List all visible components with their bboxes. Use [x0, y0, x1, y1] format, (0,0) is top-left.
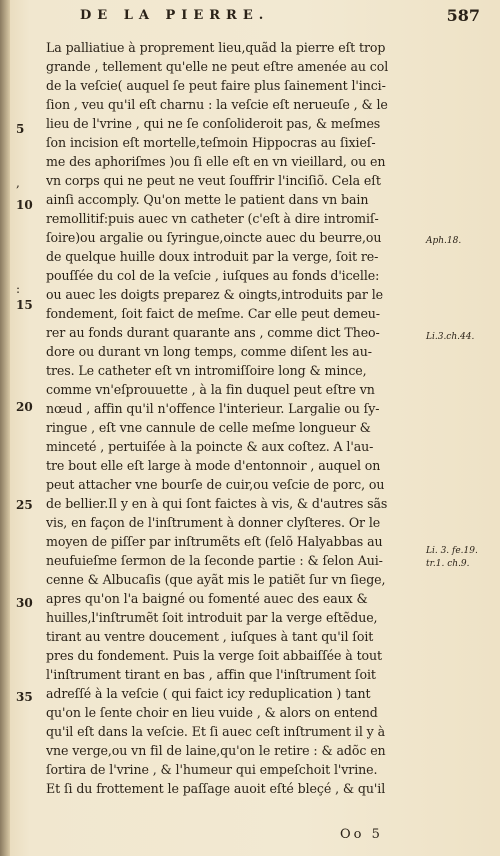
- text-line: de bellier.Il y en à qui ſont faictes à vis, & d'autres sãs: [46, 496, 388, 511]
- text-line: me des aphoriſmes )ou ſi elle eſt en vn vieillard, ou en: [46, 154, 386, 169]
- text-line: moyen de piſſer par inſtrumẽts eſt (ſelõ Halyabbas au: [46, 534, 383, 549]
- text-line: ou auec les doigts preparez & oingts,introduits par le: [46, 287, 383, 302]
- side-note-li-three-fe: Li. 3. fe.19.: [426, 546, 478, 556]
- side-note-tr-one: tr.1. ch.9.: [426, 559, 470, 569]
- side-note-li-three: Li.3.ch.44.: [426, 332, 475, 342]
- text-line: vn corps qui ne peut ne veut ſouffrir l'inciſiõ. Cela eſt: [46, 173, 381, 188]
- text-line: de la veſcie( auquel ſe peut faire plus ſainement l'inci-: [46, 78, 386, 93]
- text-line: Et ſi du frottement le paſſage auoit eſté bleçé , & qu'il: [46, 781, 386, 796]
- text-line: vis, en façon de l'inſtrument à donner clyſteres. Or le: [46, 515, 381, 530]
- signature-mark: Oo 5: [340, 827, 383, 842]
- margin-mark: :: [16, 282, 21, 296]
- text-line: peut attacher vne bourſe de cuir,ou veſcie de porc, ou: [46, 477, 385, 492]
- text-line: neufuieſme ſermon de la ſeconde partie : & ſelon Aui-: [46, 553, 383, 568]
- text-line: grande , tellement qu'elle ne peut eſtre amenée au col: [46, 59, 389, 74]
- line-number: 20: [16, 400, 33, 414]
- text-line: ſoire)ou argalie ou ſyringue,oincte auec du beurre,ou: [46, 230, 382, 245]
- text-line: dore ou durant vn long temps, comme diſent les au-: [46, 344, 372, 359]
- line-number: 5: [16, 122, 25, 136]
- text-line: huilles,l'inſtrumẽt ſoit introduit par la verge eſtẽdue,: [46, 610, 378, 625]
- text-line: ſon incision eſt mortelle,teſmoin Hippocras au ſixieſ-: [46, 135, 376, 150]
- text-line: qu'il eſt dans la veſcie. Et ſi auec ceſt inſtrument il y à: [46, 724, 385, 739]
- text-line: apres qu'on l'a baigné ou fomenté auec des eaux &: [46, 591, 368, 606]
- text-line: cenne & Albucaſis (que ayãt mis le patiẽt ſur vn ſiege,: [46, 572, 386, 587]
- text-line: l'inſtrument tirant en bas , affin que l'inſtrument ſoit: [46, 667, 376, 682]
- text-line: de quelque huille doux introduit par la verge, ſoit re-: [46, 249, 379, 264]
- text-line: lieu de l'vrine , qui ne ſe conſolideroit pas, & meſmes: [46, 116, 381, 131]
- text-line: fondement, ſoit faict de meſme. Car elle peut demeu-: [46, 306, 380, 321]
- text-line: adreſſé à la veſcie ( qui faict icy reduplication ) tant: [46, 686, 371, 701]
- text-line: tre bout elle eſt large à mode d'entonnoir , auquel on: [46, 458, 381, 473]
- text-line: ainſi accomply. Qu'on mette le patient dans vn bain: [46, 192, 369, 207]
- text-line: ringue , eſt vne cannule de celle meſme longueur &: [46, 420, 371, 435]
- book-gutter: [0, 0, 10, 856]
- line-number: 15: [16, 298, 33, 312]
- text-line: tirant au ventre doucement , iuſques à tant qu'il ſoit: [46, 629, 374, 644]
- margin-mark: ,: [16, 176, 20, 190]
- text-line: comme vn'eſprouuette , à la fin duquel peut eſtre vn: [46, 382, 375, 397]
- line-number: 25: [16, 498, 33, 512]
- line-number: 10: [16, 198, 33, 212]
- text-line: pouſſée du col de la veſcie , iuſques au fonds d'icelle:: [46, 268, 380, 283]
- text-line: minceté , pertuiſée à la poincte & aux coſtez. A l'au-: [46, 439, 374, 454]
- text-line: qu'on le ſente choir en lieu vuide , & alors on entend: [46, 705, 378, 720]
- text-line: tres. Le catheter eſt vn intromiſſoire long & mince,: [46, 363, 367, 378]
- text-line: La palliatiue à proprement lieu,quãd la pierre eſt trop: [46, 40, 386, 55]
- text-line: ſion , veu qu'il eſt charnu : la veſcie eſt nerueuſe , & le: [46, 97, 388, 112]
- page-number: 587: [446, 6, 480, 25]
- text-line: vne verge,ou vn fil de laine,qu'on le retire : & adõc en: [46, 743, 386, 758]
- running-title: DE LA PIERRE.: [80, 8, 270, 23]
- page-header: [60, 4, 480, 30]
- text-line: nœud , affin qu'il n'offence l'interieur. Largalie ou ſy-: [46, 401, 380, 416]
- text-line: ſortira de l'vrine , & l'humeur qui empeſchoit l'vrine.: [46, 762, 378, 777]
- side-note-aph: Aph.18.: [426, 236, 462, 246]
- line-number: 30: [16, 596, 33, 610]
- text-line: pres du fondement. Puis la verge ſoit abbaiſſée à tout: [46, 648, 383, 663]
- text-line: rer au fonds durant quarante ans , comme dict Theo-: [46, 325, 380, 340]
- body-text: [46, 38, 436, 798]
- line-number: 35: [16, 690, 33, 704]
- text-line: remollitif:puis auec vn catheter (c'eſt à dire intromiſ-: [46, 211, 379, 226]
